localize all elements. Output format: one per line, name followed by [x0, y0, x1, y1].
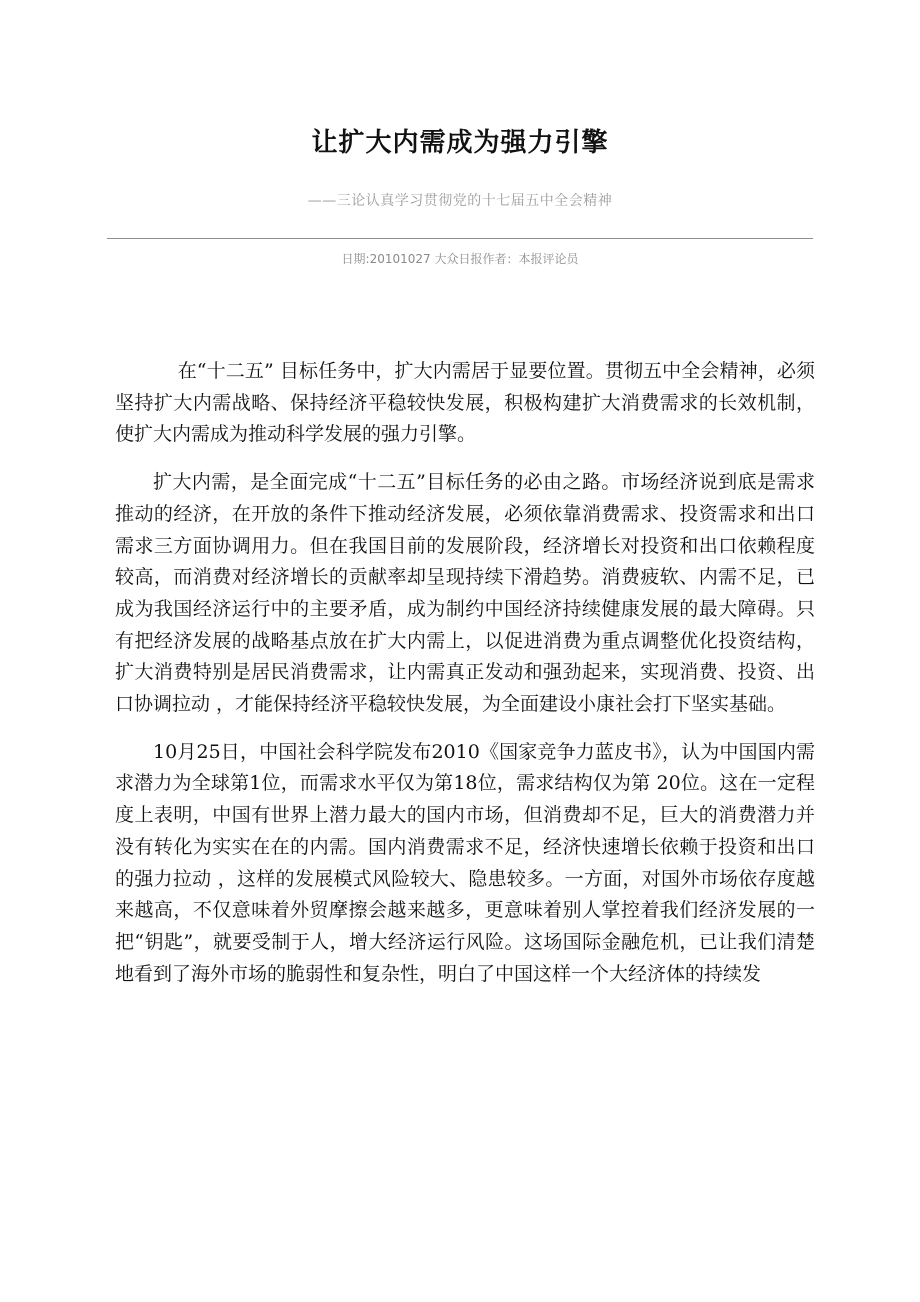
- body-paragraph: 扩大内需，是全面完成“十二五”目标任务的必由之路。市场经济说到底是需求推动的经济，在开放的条件下推动经济发展，必须依靠消费需求、投资需求和出口需求三方面协调用力。但在我国目前的发展阶段，经济增长对投资和出口依赖程度较高，而消费对经济增长的贡献率却呈现持续下滑趋势。消费疲软、内需不足，已成为我国经济运行中的主要矛盾，成为制约中国经济持续健康发展的最大障碍。只有把经济发展的战略基点放在扩大内需上，以促进消费为重点调整优化投资结构，扩大消费特别是居民消费需求，让内需真正发动和强劲起来，实现消费、投资、出口协调拉动 ，才能保持经济平稳较快发展，为全面建设小康社会打下坚实基础。: [115, 471, 815, 716]
- article-body: [115, 356, 815, 1006]
- article-subtitle: ——三论认真学习贯彻党的十七届五中全会精神: [307, 193, 613, 209]
- header-divider: [107, 238, 813, 239]
- article-title: 让扩大内需成为强力引擎: [311, 128, 609, 158]
- body-paragraph: 在“十二五” 目标任务中，扩大内需居于显要位置。贯彻五中全会精神，必须坚持扩大内需战略、保持经济平稳较快发展，积极构建扩大消费需求的长效机制，使扩大内需成为推动科学发展的强力引擎。: [115, 360, 815, 446]
- body-paragraph: 10月25日，中国社会科学院发布2010《国家竞争力蓝皮书》，认为中国国内需求潜力为全球第1位，而需求水平仅为第18位，需求结构仅为第 20位。这在一定程度上表明，中国有世界上潜力最大的国内市场，但消费却不足，巨大的消费潜力并没有转化为实实在在的内需。国内消费需求不足，经济快速增长依赖于投资和出口的强力拉动 ，这样的发展模式风险较大、隐患较多。一方面，对国外市场依存度越来越高，不仅意味着外贸摩擦会越来越多，更意味着别人掌控着我们经济发展的一把“钥匙”，就要受制于人，增大经济运行风险。这场国际金融危机，已让我们清楚地看到了海外市场的脆弱性和复杂性，明白了中国这样一个大经济体的持续发: [115, 740, 815, 985]
- article-meta: 日期:20101027 大众日报作者：本报评论员: [341, 252, 579, 266]
